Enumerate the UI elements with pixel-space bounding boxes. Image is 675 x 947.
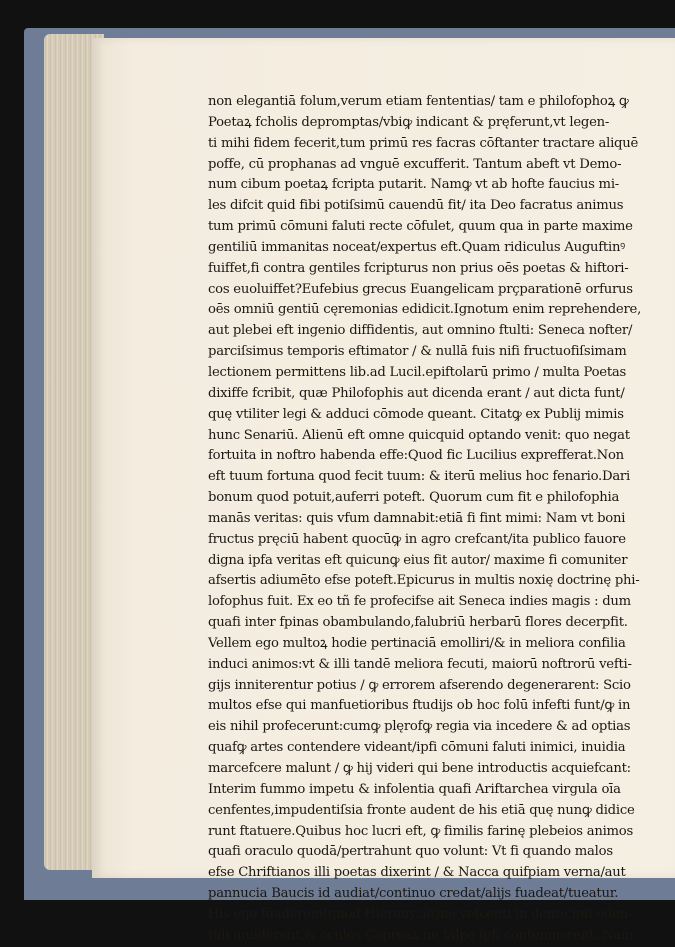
text-line: quę vtiliter legi & adduci cōmode queant. Citatꝙ ex Publij mimis bbox=[208, 406, 624, 422]
text-line: efse Chriftianos illi poetas dixerint / & Nacca quifpiam verna/aut bbox=[208, 865, 626, 881]
text-line: tum primū cōmuni faluti recte cōfulet, quum qua in parte maxime bbox=[208, 219, 633, 235]
text-line: lofophus fuit. Ex eo tñ fe profecifse ait Seneca indies magis : dum bbox=[208, 594, 631, 610]
text-line: poffe, cū prophanas ad vnguē excufferit. Tantum abeft vt Demo- bbox=[208, 156, 622, 172]
text-line: bonum quod potuit,auferri poteft. Quorum cum fit e philofophia bbox=[208, 490, 620, 506]
text-line: les difcit quid fibi potiſsimū cauendū fit/ ita Deo facratus animus bbox=[208, 198, 624, 214]
text-line: oēs omniū gentiū cęremonias edidicit.Ignotum enim reprehendere, bbox=[208, 302, 642, 318]
text-line: num cibum poetaꝝ fcripta putarit. Namꝙ vt ab hofte faucius mi- bbox=[208, 177, 619, 193]
text-line: fortuita in noftro habenda effe:Quod fic Lucilius exprefferat.Non bbox=[208, 448, 624, 464]
text-line: hunc Senariū. Alienū eft omne quicquid optando venit: quo negat bbox=[208, 427, 630, 443]
text-line: runt ftatuere.Quibus hoc lucri eft, ꝙ fimilis farinę plebeios animos bbox=[208, 823, 634, 839]
text-line: cenfentes,impudentiſsia fronte audent de his etiā quę nunꝙ didice bbox=[208, 802, 635, 818]
body-text bbox=[208, 92, 642, 947]
text-line: marcefcere malunt / ꝙ hij videri qui bene introductis acquiefcant: bbox=[208, 761, 631, 776]
text-line: non elegantiā folum,verum etiam fententias/ tam e philofophoꝝ ꝙ bbox=[208, 94, 629, 109]
text-line: gentiliū immanitas noceat/expertus eft.Quam ridiculus Auguftinꝰ bbox=[208, 239, 625, 255]
text-line: tuli inuiderent,& oculos Capreaꝝ ne talpę ipfi contemnerent. Nam bbox=[208, 927, 634, 943]
text-line: Poetaꝝ fcholis depromptas/vbiꝙ indicant & pręferunt,vt legen- bbox=[208, 114, 610, 130]
text-line: fuiffet,fi contra gentiles fcripturus non prius oēs poetas & hiftori- bbox=[208, 260, 629, 276]
text-line: His ego fuaderem(quod Hierony.ait)ne vefcenti in dente,ipfi eden- bbox=[208, 906, 633, 922]
text-line: quafi oraculo quodā/pertrahunt quo volunt: Vt fi quando malos bbox=[208, 844, 613, 860]
text-line: Vellem ego multoꝝ hodie pertinaciā emolliri/& in meliora confilia bbox=[208, 635, 626, 651]
text-line: parciſsimus temporis eftimator / & nullā fuis nifi fructuofiſsimam bbox=[208, 344, 627, 360]
text-line: induci animos:vt & illi tandē meliora fecuti, maiorū noftrorū vefti- bbox=[208, 656, 632, 672]
text-line: quafi inter fpinas obambulando,falubriū herbarū flores decerpfit. bbox=[208, 615, 628, 631]
text-line: pannucia Baucis id audiat/continuo credat/alijs fuadeat/tueatur. bbox=[208, 886, 619, 902]
text-line: eis nihil profecerunt:cumꝙ plęrofꝙ regia via incedere & ad optias bbox=[208, 719, 631, 735]
text-line: digna ipfa veritas eft quicunꝙ eius fit autor/ maxime fi comuniter bbox=[208, 552, 628, 568]
text-line: multos efse qui manfuetioribus ftudijs ob hoc folū infefti funt/ꝙ in bbox=[208, 698, 631, 714]
text-line: dixiffe fcribit, quæ Philofophis aut dicenda erant / aut dicta funt/ bbox=[208, 385, 625, 401]
text-line: aut plebei eft ingenio diffidentis, aut omnino ftulti: Seneca nofter/ bbox=[208, 323, 633, 339]
text-line: fructus pręciū habent quocūꝙ in agro crefcant/ita publico fauore bbox=[208, 531, 626, 547]
text-line: manās veritas: quis vfum damnabit:etiā fi fint mimi: Nam vt boni bbox=[208, 510, 626, 526]
text-line: Interim fummo impetu & infolentia quafi Ariftarchea virgula oīa bbox=[208, 781, 621, 797]
text-line: ti mihi fidem fecerit,tum primū res facras cōftanter tractare aliquē bbox=[208, 135, 639, 151]
text-line: cos euoluiffet?Eufebius grecus Euangelicam prçparationē orfurus bbox=[208, 281, 633, 297]
text-line: afsertis adiumēto efse poteft.Epicurus in multis noxię doctrinę phi- bbox=[208, 573, 640, 589]
text-line: gijs inniterentur potius / ꝙ errorem afserendo degenerarent: Scio bbox=[208, 677, 631, 693]
text-line: quafꝙ artes contendere videant/ipfi cōmuni faluti inimici, inuidia bbox=[208, 740, 626, 756]
text-line: lectionem permittens lib.ad Lucil.epiftolarū primo / multa Poetas bbox=[208, 364, 627, 380]
text-line: eft tuum fortuna quod fecit tuum: & iterū melius hoc fenario.Dari bbox=[208, 469, 630, 485]
